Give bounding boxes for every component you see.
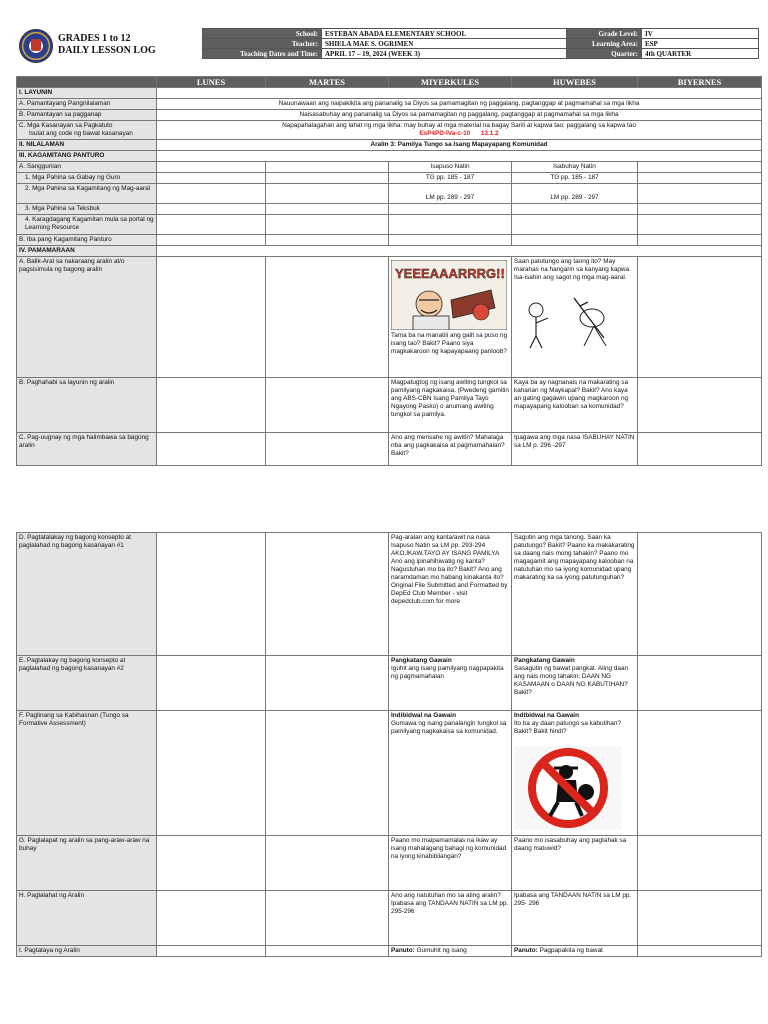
h-miy: Ano ang natutuhan mo sa ating aralin? Ipabasa ang TANDAAN NATIN sa LM pp. 295-296 bbox=[389, 891, 512, 946]
row-label-h: H. Paglalahat ng Aralin bbox=[17, 891, 157, 946]
f-miy-head: Indibidwal na Gawain bbox=[391, 712, 456, 719]
a-huw-text: Saan patutungo ang taong ito? May marahas na hangarin sa kanyang kapwa. Isa-isahin ang sagot ng mga mag-aaral. bbox=[514, 258, 631, 281]
h-huw: Ipabasa ang TANDAAN NATIN sa LM pp. 295- 296 bbox=[512, 891, 638, 946]
area-value: ESP bbox=[642, 39, 759, 49]
row-label-b: B. Paghahabi sa layunin ng aralin bbox=[17, 378, 157, 433]
kasanayan-text: Napapahalagahan ang lahat ng mga likha: may buhay at mga material na bagay Sarili at kapwa tao: paggalang sa kapwa tao EsP4PD-IVa-c-10 13.1.2 bbox=[157, 121, 762, 140]
d-miy: Pag-aralan ang kanta/awit na nasa Isapuso Natin sa LM pp. 293-294 AKO,IKAW,TAYO AY ISANG PAMILYA Ano ang ipinahihiwatig ng kanta? Nagustuhan mo ba ito? Bakit? Ano ang naramdaman mo habang kinakanta ito? Original File Submitted and Formatted by DepEd Club Member - visit depedclub.com for more bbox=[389, 533, 512, 656]
g-huw: Paano mo isasabuhay ang pagtahak sa daang matuwid? bbox=[512, 836, 638, 891]
kag-huw: LM pp. 289 - 297 bbox=[512, 184, 638, 204]
d-huw: Sagutin ang mga tanong. Saan ka patutungo? Bakit? Paano ka makakarating sa daang nais mong tahakin? Paano mo magagamit ang mapayapang kalooban na natutuhan mo sa iyong komunidad upang makarating ka sa iyong patutunguhan? bbox=[512, 533, 638, 656]
row-label-a: A. Balik-Aral sa nakaraang aralin at/o pagsisimula ng bagong aralin bbox=[17, 257, 157, 378]
e-miy-head: Pangkatang Gawain bbox=[391, 657, 452, 664]
day-huwebes: HUWEBES bbox=[512, 77, 638, 88]
a-huw-cell bbox=[512, 257, 638, 378]
teacher-label: Teacher: bbox=[203, 39, 322, 49]
row-label-kagamitan-mag-aaral: 2. Mga Pahina sa Kagamitang ng Mag-aaral bbox=[17, 184, 157, 204]
gabay-miy: TG pp. 185 - 187 bbox=[389, 173, 512, 184]
page-title bbox=[58, 33, 156, 57]
row-label-pamantayang: A. Pamantayang Pangnilalaman bbox=[17, 99, 157, 110]
row-label-iba: B. Iba pang Kagamitang Panturo bbox=[17, 235, 157, 246]
section-layunin: I. LAYUNIN bbox=[17, 88, 157, 99]
deped-seal-icon bbox=[19, 29, 53, 63]
teacher-value: SHIELA MAE S. OGRIMEN bbox=[322, 39, 567, 49]
title-line1: GRADES 1 to 12 bbox=[58, 33, 131, 44]
pagganap-text: Naisasabuhay ang pananalig sa Diyos sa pamamagitan ng paggalang, pagtanggap at pagmamahal sa mga likha bbox=[157, 110, 762, 121]
day-martes: MARTES bbox=[266, 77, 389, 88]
pamantayang-text: Nauunawaan ang naipakikita ang pananalig sa Diyos sa pamamagitan ng paggalang, pagtanggap at pagmamahal sa mga likha bbox=[157, 99, 762, 110]
f-miy-text: Gumawa ng isang panalangin tungkol sa pamilyang nagkakaisa sa komunidad. bbox=[391, 720, 507, 735]
section-kagamitan: III. KAGAMITANG PANTURO bbox=[17, 151, 157, 162]
row-label-e: E. Pagtalakay ng bagong konsepto at paglalahad ng bagong kasanayan #2 bbox=[17, 656, 157, 711]
row-label-kasanayan: C. Mga Kasanayan sa Pagkatuto Isulat ang code ng bawat kasanayan bbox=[17, 121, 157, 140]
e-huw-cell bbox=[512, 656, 638, 711]
b-huw: Kaya ba ay nagnanais na makarating sa kaharian ng Maykapal? Bakit? Ano kaya an gating gagawin upang magkaroon ng mapayapang kalooban sa komunidad? bbox=[512, 378, 638, 433]
grade-label: Grade Level: bbox=[567, 29, 642, 39]
row-label-teksbuk: 3. Mga Pahina sa Teksbuk bbox=[17, 204, 157, 215]
a-miy-cell bbox=[389, 257, 512, 378]
e-huw-head: Pangkatang Gawain bbox=[514, 657, 575, 664]
quarter-label: Quarter: bbox=[567, 49, 642, 59]
a-miy-text: Tama ba na manatili ang galit sa puso ng isang tao? Bakit? Paano siya magkakaroon ng kapayapaang panloob? bbox=[391, 332, 508, 355]
b-miy: Magpatugtog ng isang awiting tungkol sa pamilyang nagkakaisa. (Pwedeng gamitin ang ABS-CBN Isang Pamilya Tayo Ngayong Pasko) o anumang awiting tungkol sa pamilya. bbox=[389, 378, 512, 433]
section-pamamaraan: IV. PAMAMARAAN bbox=[17, 246, 157, 257]
f-miy-cell bbox=[389, 711, 512, 836]
row-label-d: D. Pagtatalakay ng bagong konsepto at paglalahad ng bagong kasanayan #1 bbox=[17, 533, 157, 656]
grade-value: IV bbox=[642, 29, 759, 39]
title-line2: DAILY LESSON LOG bbox=[58, 45, 156, 56]
row-label-sanggunian: A. Sanggunian bbox=[17, 162, 157, 173]
day-lunes: LUNES bbox=[157, 77, 266, 88]
row-label-karagdagan: 4. Karagdagang Kagamitan mula sa portal ng Learning Resource bbox=[17, 215, 157, 235]
c-miy: Ano ang mensahe ng awitin? Mahalaga nba ang pagkakaisa at pagmamahalan? Bakit? bbox=[389, 433, 512, 466]
section-nilalaman: II. NILALAMAN bbox=[17, 140, 157, 151]
day-miyerkules: MIYERKULES bbox=[389, 77, 512, 88]
row-label-pagganap: B. Pamantayan sa pagganap bbox=[17, 110, 157, 121]
comic-shout-text: YEEEAAARRRG!! bbox=[395, 266, 505, 281]
lesson-table-bottom bbox=[16, 532, 762, 957]
row-label-g: G. Paglalapat ng aralin sa pang-araw-araw na buhay bbox=[17, 836, 157, 891]
g-miy: Paano mo maipamamalas na ikaw ay isang mahalagang bahagi ng komunidad na iyong kinabibilangan? bbox=[389, 836, 512, 891]
e-miy-text: Iguhit ang isang pamilyang nagpapakita ng pagmamahalan bbox=[391, 665, 504, 680]
e-huw-text: Sasagutin ng bawat pangkat. Aling daan ang nais mong tahakin: DAAN NG KASAMAAN o DAAN NG KABUTIHAN? Bakit? bbox=[514, 665, 629, 696]
row-label-c: C. Pag-uugnay ng mga halimbawa sa bagong aralin bbox=[17, 433, 157, 466]
angry-comic-image bbox=[391, 260, 507, 330]
no-thief-sign-image bbox=[514, 746, 622, 830]
f-huw-text: Ito ba ay daan patungo sa kabutihan? Bakit? Bakit hindi? bbox=[514, 720, 621, 735]
nilalaman-text: Aralin 3: Pamilya Tungo sa Isang Mapayapang Komunidad bbox=[157, 140, 762, 151]
area-label: Learning Area: bbox=[567, 39, 642, 49]
kasanayan-num: 13.1.2 bbox=[480, 130, 499, 137]
header bbox=[16, 28, 761, 62]
school-label: School: bbox=[203, 29, 322, 39]
lesson-table-top bbox=[16, 76, 762, 466]
kasanayan-code: EsP4PD-IVa-c-10 bbox=[419, 130, 471, 137]
man-with-weapon-image bbox=[514, 288, 626, 350]
i-miy-cell: Panuto: Gumuhit ng isang bbox=[389, 946, 512, 957]
day-header-row bbox=[17, 77, 762, 88]
dates-value: APRIL 17 – 19, 2024 (WEEK 3) bbox=[322, 49, 567, 59]
row-label-i: I. Pagtataya ng Aralin bbox=[17, 946, 157, 957]
c-huw: Ipagawa ang mga nasa ISABUHAY NATIN sa LM p. 296 -297 bbox=[512, 433, 638, 466]
quarter-value: 4th QUARTER bbox=[642, 49, 759, 59]
sang-miy: Isapuso Natin bbox=[389, 162, 512, 173]
e-miy-cell bbox=[389, 656, 512, 711]
f-huw-cell bbox=[512, 711, 638, 836]
row-label-gabay: 1. Mga Pahina sa Gabay ng Guro bbox=[17, 173, 157, 184]
row-label-f: F. Paglinang sa Kabihasnan (Tungo sa Formative Assessment) bbox=[17, 711, 157, 836]
i-huw-cell: Panuto: Pagpapakita ng bawat bbox=[512, 946, 638, 957]
info-table bbox=[202, 28, 759, 59]
gabay-huw: TG pp. 185 - 187 bbox=[512, 173, 638, 184]
kag-miy: LM pp. 289 - 297 bbox=[389, 184, 512, 204]
f-huw-head: Indibidwal na Gawain bbox=[514, 712, 579, 719]
school-value: ESTEBAN ABADA ELEMENTARY SCHOOL bbox=[322, 29, 567, 39]
dates-label: Teaching Dates and Time: bbox=[203, 49, 322, 59]
day-biyernes: BIYERNES bbox=[638, 77, 762, 88]
sang-huw: Isabuhay Natin bbox=[512, 162, 638, 173]
